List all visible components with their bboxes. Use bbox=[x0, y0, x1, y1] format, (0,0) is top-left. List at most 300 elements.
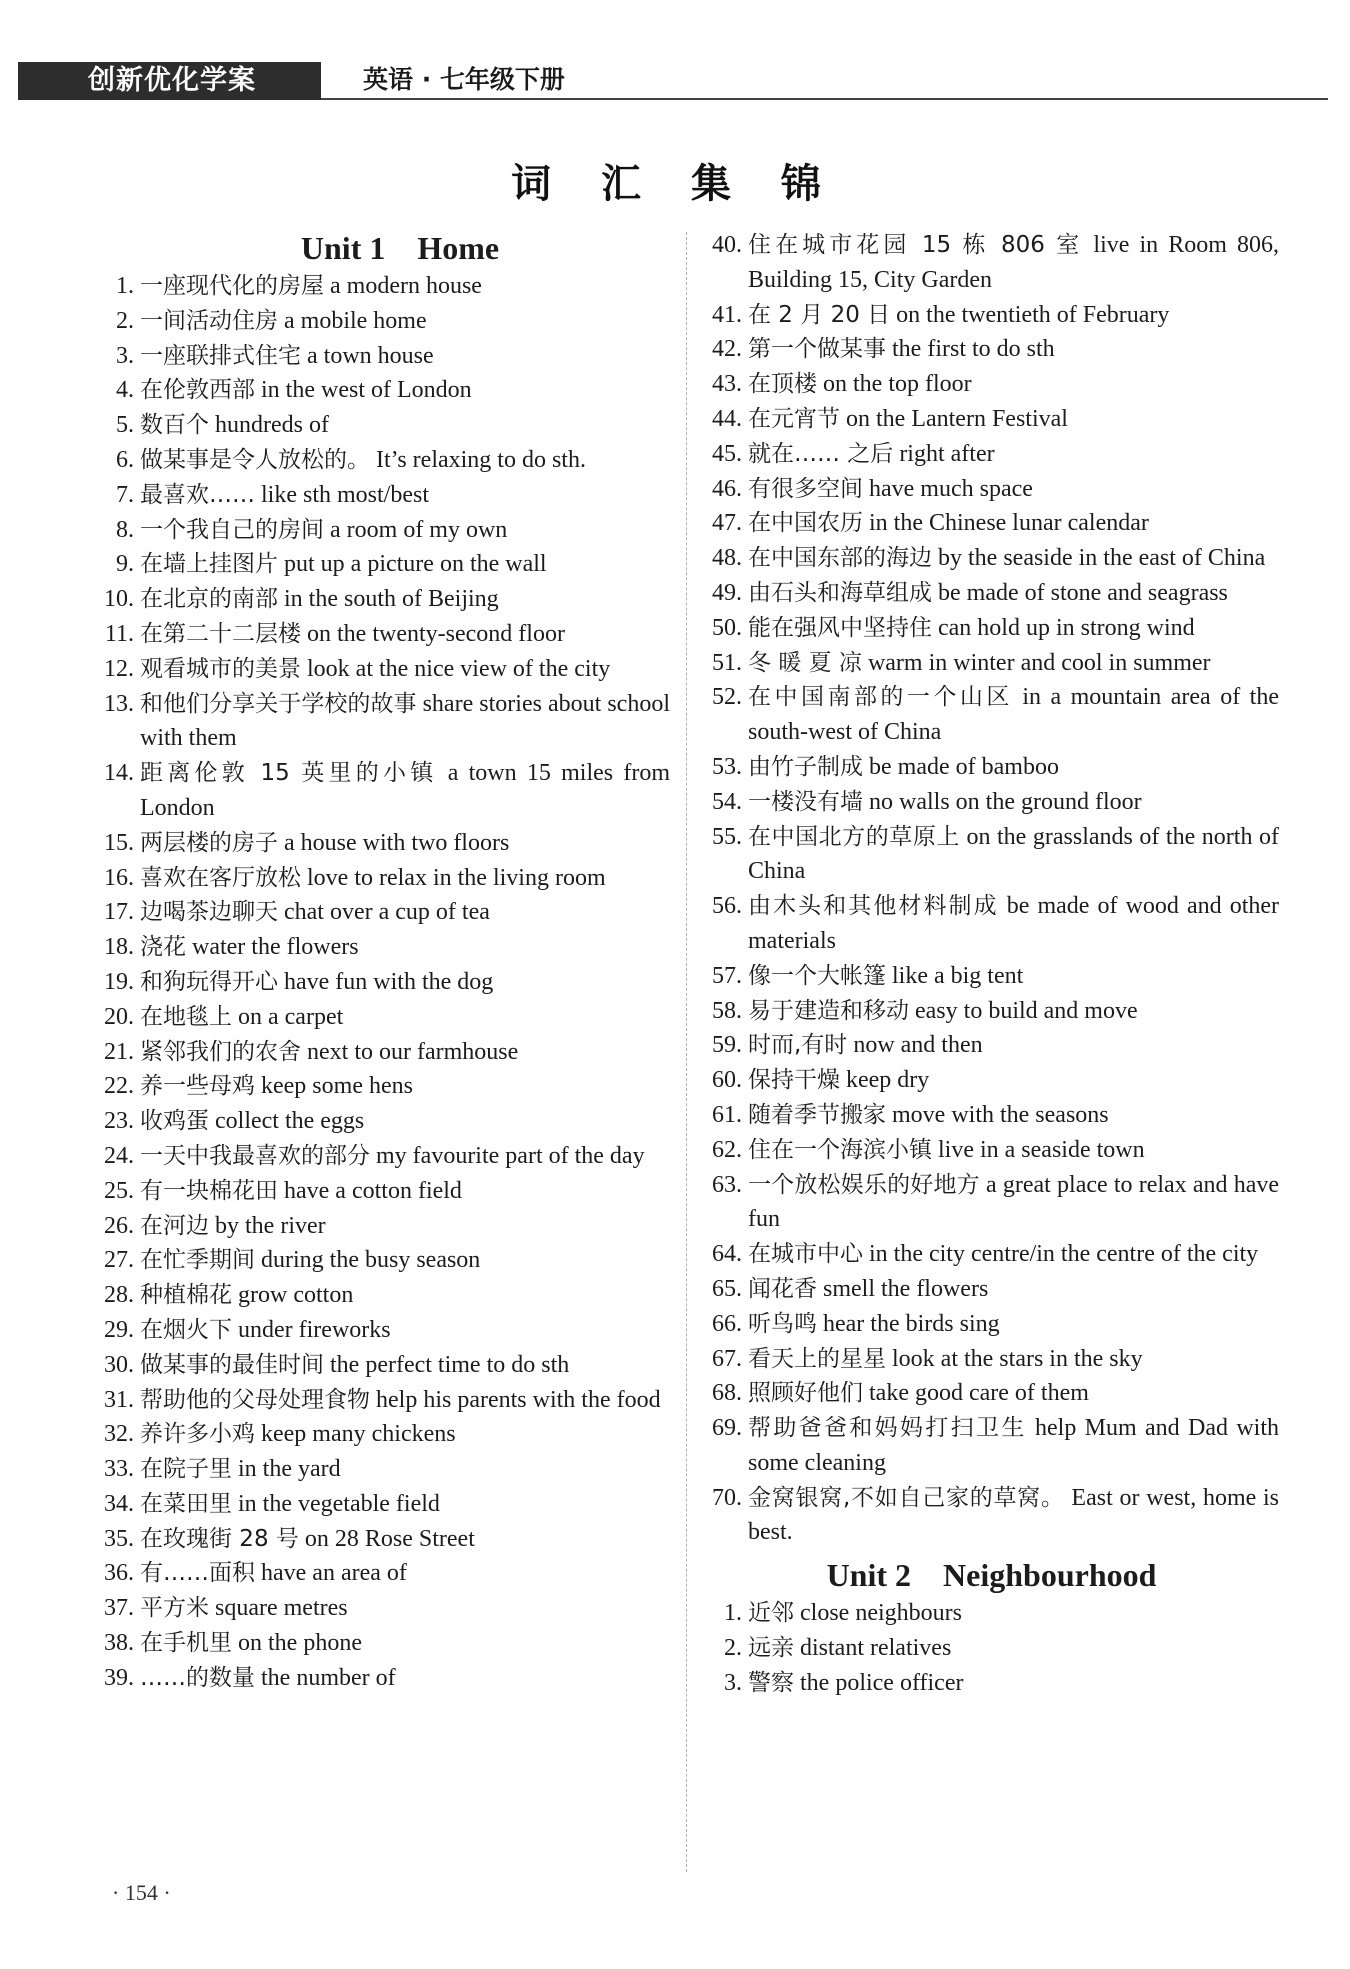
entry-text bbox=[748, 1133, 1279, 1168]
vocab-entry bbox=[100, 617, 670, 652]
entry-text bbox=[140, 687, 670, 757]
vocab-entry bbox=[704, 1098, 1279, 1133]
vocab-entry bbox=[704, 1133, 1279, 1168]
entry-chinese: 和他们分享关于学校的故事 bbox=[140, 690, 417, 717]
entry-number: 5. bbox=[116, 412, 134, 439]
entry-number: 31. bbox=[104, 1386, 134, 1413]
entry-chinese: 在元宵节 bbox=[748, 405, 840, 432]
entry-text bbox=[748, 611, 1279, 646]
entry-number: 36. bbox=[104, 1560, 134, 1587]
entry-text bbox=[140, 1487, 670, 1522]
entry-text bbox=[140, 582, 670, 617]
entry-number: 52. bbox=[712, 684, 742, 711]
entry-text bbox=[140, 1139, 670, 1174]
vocab-entry bbox=[100, 826, 670, 861]
left-column bbox=[100, 228, 670, 1696]
vocab-entry bbox=[704, 367, 1279, 402]
vocab-entry bbox=[100, 513, 670, 548]
entry-number: 48. bbox=[712, 545, 742, 572]
entry-text bbox=[748, 750, 1279, 785]
running-header bbox=[18, 62, 1328, 104]
entry-text bbox=[748, 576, 1279, 611]
entry-number: 39. bbox=[104, 1664, 134, 1691]
entry-english: a room of my own bbox=[330, 516, 508, 543]
entry-english: chat over a cup of tea bbox=[284, 899, 490, 926]
vocab-entry bbox=[704, 541, 1279, 576]
vocab-entry bbox=[704, 1631, 1279, 1666]
vocab-entry bbox=[100, 1000, 670, 1035]
entry-text bbox=[748, 1411, 1279, 1481]
entry-english: the first to do sth bbox=[892, 336, 1055, 363]
entry-number: 59. bbox=[712, 1032, 742, 1059]
entry-text bbox=[140, 861, 670, 896]
entry-text bbox=[140, 1313, 670, 1348]
entry-english: have a cotton field bbox=[284, 1177, 462, 1204]
entry-text bbox=[748, 1342, 1279, 1377]
vocab-entry bbox=[704, 1376, 1279, 1411]
entry-english: in the south of Beijing bbox=[284, 586, 499, 613]
entry-english: be made of wood and other materials bbox=[748, 893, 1280, 954]
entry-english: have much space bbox=[869, 475, 1033, 502]
entry-english: next to our farmhouse bbox=[307, 1038, 519, 1065]
entry-number: 62. bbox=[712, 1136, 742, 1163]
vocab-entry bbox=[704, 1342, 1279, 1377]
entry-english: grow cotton bbox=[238, 1282, 354, 1309]
entry-number: 38. bbox=[104, 1630, 134, 1657]
entry-text bbox=[748, 889, 1279, 959]
entry-number: 8. bbox=[116, 516, 134, 543]
entry-text bbox=[140, 1452, 670, 1487]
vocab-entry bbox=[704, 785, 1279, 820]
entry-english: on the Lantern Festival bbox=[846, 405, 1068, 432]
entry-english: hundreds of bbox=[215, 412, 329, 439]
entry-text bbox=[140, 756, 670, 826]
vocab-entry bbox=[100, 339, 670, 374]
entry-chinese: 紧邻我们的农舍 bbox=[140, 1038, 301, 1065]
entry-chinese: 一个我自己的房间 bbox=[140, 516, 324, 543]
entry-number: 41. bbox=[712, 301, 742, 328]
entry-chinese: 时而,有时 bbox=[748, 1032, 848, 1059]
entry-chinese: 随着季节搬家 bbox=[748, 1101, 886, 1128]
entry-english: live in a seaside town bbox=[938, 1136, 1145, 1163]
entry-number: 28. bbox=[104, 1282, 134, 1309]
entry-english: It’s relaxing to do sth. bbox=[376, 446, 586, 473]
entry-number: 1. bbox=[724, 1600, 742, 1627]
entry-english: under fireworks bbox=[238, 1316, 391, 1343]
entry-english: in a mountain area of the south-west of China bbox=[748, 684, 1279, 746]
entry-chinese: 一间活动住房 bbox=[140, 307, 278, 334]
entry-english: be made of bamboo bbox=[869, 753, 1059, 780]
entry-number: 16. bbox=[104, 864, 134, 891]
entry-text bbox=[748, 1237, 1279, 1272]
entry-chinese: 由竹子制成 bbox=[748, 753, 863, 780]
entry-number: 65. bbox=[712, 1275, 742, 1302]
vocab-entry bbox=[100, 1278, 670, 1313]
entry-chinese: 两层楼的房子 bbox=[140, 829, 278, 856]
entry-english: hear the birds sing bbox=[823, 1310, 1000, 1337]
entry-chinese: 金窝银窝,不如自己家的草窝。 bbox=[748, 1484, 1065, 1511]
entry-number: 55. bbox=[712, 823, 742, 850]
entry-chinese: 有很多空间 bbox=[748, 475, 863, 502]
entry-english: keep some hens bbox=[261, 1073, 413, 1100]
vocab-entry bbox=[704, 646, 1279, 681]
vocab-entry bbox=[704, 1666, 1279, 1701]
entry-english: share stories about school with them bbox=[140, 690, 671, 752]
vocab-entry bbox=[100, 930, 670, 965]
entry-english: the perfect time to do sth bbox=[330, 1351, 570, 1378]
entry-text bbox=[140, 443, 670, 478]
vocab-entry bbox=[100, 1313, 670, 1348]
vocab-entry bbox=[704, 402, 1279, 437]
vocab-entry bbox=[100, 1591, 670, 1626]
entry-text bbox=[748, 1307, 1279, 1342]
entry-text bbox=[748, 472, 1279, 507]
vocab-entry bbox=[704, 1307, 1279, 1342]
entry-english: move with the seasons bbox=[892, 1101, 1109, 1128]
vocab-entry bbox=[704, 611, 1279, 646]
entry-english: distant relatives bbox=[800, 1635, 952, 1662]
entry-number: 3. bbox=[116, 342, 134, 369]
entry-text bbox=[140, 1556, 670, 1591]
entry-text bbox=[140, 617, 670, 652]
entry-chinese: 收鸡蛋 bbox=[140, 1108, 209, 1135]
entry-chinese: 做某事的最佳时间 bbox=[140, 1351, 324, 1378]
entry-number: 2. bbox=[724, 1635, 742, 1662]
vocab-entry bbox=[704, 1411, 1279, 1481]
entry-number: 57. bbox=[712, 962, 742, 989]
entry-text bbox=[140, 478, 670, 513]
entry-chinese: 在第二十二层楼 bbox=[140, 620, 301, 647]
vocab-entry bbox=[100, 1348, 670, 1383]
entry-text bbox=[140, 965, 670, 1000]
entry-chinese: 一座现代化的房屋 bbox=[140, 273, 324, 299]
unit-1-list-left bbox=[100, 269, 670, 1696]
entry-english: keep dry bbox=[846, 1067, 930, 1094]
entry-english: on a carpet bbox=[238, 1003, 344, 1030]
entry-chinese: 近邻 bbox=[748, 1600, 794, 1627]
vocab-entry bbox=[100, 408, 670, 443]
entry-text bbox=[748, 959, 1279, 994]
header-rule bbox=[321, 98, 1328, 100]
entry-text bbox=[748, 1376, 1279, 1411]
entry-chinese: 帮助爸爸和妈妈打扫卫生 bbox=[748, 1415, 1027, 1442]
entry-number: 30. bbox=[104, 1351, 134, 1378]
vocab-entry bbox=[704, 228, 1279, 298]
entry-english: close neighbours bbox=[800, 1600, 962, 1627]
entry-text bbox=[140, 1383, 670, 1418]
entry-text bbox=[140, 547, 670, 582]
vocab-entry bbox=[100, 269, 670, 304]
entry-chinese: 远亲 bbox=[748, 1635, 794, 1662]
vocab-entry bbox=[100, 1104, 670, 1139]
entry-chinese: 就在…… 之后 bbox=[748, 440, 894, 467]
entry-text bbox=[748, 437, 1279, 472]
entry-text bbox=[140, 1626, 670, 1661]
entry-chinese: 能在强风中坚持住 bbox=[748, 614, 932, 641]
entry-text bbox=[140, 513, 670, 548]
entry-english: a house with two floors bbox=[284, 829, 510, 856]
unit-1-list-right bbox=[704, 228, 1279, 1550]
entry-number: 50. bbox=[712, 614, 742, 641]
vocab-entry bbox=[100, 1209, 670, 1244]
entry-number: 11. bbox=[104, 620, 134, 647]
vocab-entry bbox=[704, 889, 1279, 959]
entry-english: in the yard bbox=[238, 1456, 341, 1483]
entry-english: be made of stone and seagrass bbox=[938, 579, 1228, 606]
entry-english: collect the eggs bbox=[215, 1108, 365, 1135]
entry-number: 66. bbox=[712, 1310, 742, 1337]
entry-number: 24. bbox=[104, 1142, 134, 1169]
entry-number: 61. bbox=[712, 1101, 742, 1128]
entry-text bbox=[748, 646, 1279, 681]
vocab-entry bbox=[704, 1063, 1279, 1098]
entry-text bbox=[140, 1661, 670, 1696]
entry-chinese: 冬 暖 夏 凉 bbox=[748, 649, 862, 676]
entry-chinese: 种植棉花 bbox=[140, 1282, 232, 1309]
entry-number: 6. bbox=[116, 446, 134, 473]
entry-english: the number of bbox=[261, 1664, 396, 1691]
entry-text bbox=[140, 1104, 670, 1139]
entry-text bbox=[140, 1278, 670, 1313]
entry-number: 69. bbox=[712, 1415, 742, 1442]
entry-chinese: 看天上的星星 bbox=[748, 1345, 886, 1372]
entry-number: 29. bbox=[104, 1316, 134, 1343]
entry-english: take good care of them bbox=[869, 1380, 1089, 1407]
entry-chinese: 在院子里 bbox=[140, 1456, 232, 1483]
vocab-entry bbox=[704, 680, 1279, 750]
entry-chinese: 有……面积 bbox=[140, 1560, 255, 1587]
entry-chinese: 闻花香 bbox=[748, 1275, 817, 1302]
entry-english: on the grasslands of the north of China bbox=[748, 823, 1279, 885]
entry-chinese: 在地毯上 bbox=[140, 1003, 232, 1030]
vocab-entry bbox=[704, 506, 1279, 541]
vocab-entry bbox=[100, 1417, 670, 1452]
entry-english: a town 15 miles from London bbox=[140, 760, 670, 821]
vocab-entry bbox=[100, 1661, 670, 1696]
page-title: 词 汇 集 锦 bbox=[511, 161, 839, 207]
entry-text bbox=[748, 680, 1279, 750]
vocab-entry bbox=[704, 1028, 1279, 1063]
entry-text bbox=[140, 826, 670, 861]
entry-chinese: 做某事是令人放松的。 bbox=[140, 446, 370, 473]
vocab-entry bbox=[100, 652, 670, 687]
unit-1-title: Unit 1 Home bbox=[300, 230, 500, 266]
entry-text bbox=[140, 1348, 670, 1383]
entry-text bbox=[140, 930, 670, 965]
entry-chinese: 在中国北方的草原上 bbox=[748, 823, 960, 850]
vocab-entry bbox=[704, 576, 1279, 611]
entry-chinese: 在玫瑰街 28 号 bbox=[140, 1525, 299, 1552]
entry-text bbox=[140, 304, 670, 339]
entry-number: 47. bbox=[712, 510, 742, 537]
entry-chinese: 在烟火下 bbox=[140, 1316, 232, 1343]
entry-english: right after bbox=[899, 440, 995, 467]
entry-chinese: 在墙上挂图片 bbox=[140, 551, 278, 578]
entry-chinese: 距离伦敦 15 英里的小镇 bbox=[140, 760, 438, 787]
entry-english: in the vegetable field bbox=[238, 1490, 440, 1517]
entry-number: 15. bbox=[104, 829, 134, 856]
entry-chinese: 一个放松娱乐的好地方 bbox=[748, 1171, 980, 1198]
vocab-entry bbox=[100, 861, 670, 896]
entry-chinese: 保持干燥 bbox=[748, 1067, 840, 1094]
entry-text bbox=[748, 298, 1279, 333]
entry-chinese: 在手机里 bbox=[140, 1630, 232, 1657]
entry-english: on the twentieth of February bbox=[896, 301, 1170, 328]
entry-number: 44. bbox=[712, 405, 742, 432]
entry-number: 56. bbox=[712, 893, 742, 920]
entry-number: 37. bbox=[104, 1595, 134, 1622]
vocab-entry bbox=[100, 1069, 670, 1104]
entry-number: 35. bbox=[104, 1525, 134, 1552]
entry-english: a mobile home bbox=[284, 307, 427, 334]
entry-text bbox=[748, 1272, 1279, 1307]
entry-english: help Mum and Dad with some cleaning bbox=[748, 1415, 1280, 1476]
entry-english: love to relax in the living room bbox=[307, 864, 606, 891]
entry-chinese: 一座联排式住宅 bbox=[140, 342, 301, 369]
vocab-entry bbox=[100, 1174, 670, 1209]
entry-text bbox=[140, 1209, 670, 1244]
entry-number: 14. bbox=[104, 760, 134, 787]
entry-english: in the Chinese lunar calendar bbox=[869, 510, 1149, 537]
entry-english: like sth most/best bbox=[261, 481, 429, 508]
entry-number: 54. bbox=[712, 788, 742, 815]
entry-text bbox=[748, 1098, 1279, 1133]
entry-text bbox=[140, 1035, 670, 1070]
vocab-entry bbox=[704, 1481, 1279, 1551]
entry-number: 68. bbox=[712, 1380, 742, 1407]
entry-english: on the top floor bbox=[823, 371, 972, 398]
entry-text bbox=[140, 408, 670, 443]
page-number: · 154 · bbox=[112, 1880, 171, 1905]
entry-number: 26. bbox=[104, 1212, 134, 1239]
vocab-entry bbox=[704, 332, 1279, 367]
entry-number: 1. bbox=[116, 273, 134, 299]
entry-text bbox=[140, 1417, 670, 1452]
entry-english: during the busy season bbox=[261, 1247, 481, 1274]
entry-text bbox=[140, 373, 670, 408]
entry-number: 21. bbox=[104, 1038, 134, 1065]
vocab-entry bbox=[100, 304, 670, 339]
vocab-entry bbox=[704, 1168, 1279, 1238]
entry-english: the police officer bbox=[800, 1669, 964, 1696]
entry-number: 10. bbox=[104, 586, 134, 613]
entry-english: live in Room 806, Building 15, City Garden bbox=[748, 232, 1279, 293]
entry-number: 20. bbox=[104, 1003, 134, 1030]
entry-number: 9. bbox=[116, 551, 134, 578]
unit-2-list bbox=[704, 1596, 1279, 1700]
entry-chinese: 和狗玩得开心 bbox=[140, 968, 278, 995]
entry-number: 46. bbox=[712, 475, 742, 502]
entry-number: 42. bbox=[712, 336, 742, 363]
vocab-entry bbox=[100, 547, 670, 582]
vocab-entry bbox=[100, 1626, 670, 1661]
entry-chinese: 在顶楼 bbox=[748, 371, 817, 398]
vocab-entry bbox=[100, 965, 670, 1000]
entry-number: 70. bbox=[712, 1484, 742, 1511]
entry-text bbox=[140, 652, 670, 687]
entry-number: 4. bbox=[116, 377, 134, 404]
entry-english: have fun with the dog bbox=[284, 968, 494, 995]
vocab-entry bbox=[704, 1237, 1279, 1272]
entry-text bbox=[140, 1069, 670, 1104]
vocab-entry bbox=[100, 1452, 670, 1487]
entry-chinese: 观看城市的美景 bbox=[140, 655, 301, 682]
entry-english: like a big tent bbox=[892, 962, 1024, 989]
entry-chinese: 养许多小鸡 bbox=[140, 1421, 255, 1448]
entry-chinese: 警察 bbox=[748, 1669, 794, 1696]
entry-chinese: 在忙季期间 bbox=[140, 1247, 255, 1274]
vocab-entry bbox=[100, 756, 670, 826]
entry-number: 43. bbox=[712, 371, 742, 398]
entry-text bbox=[748, 1481, 1279, 1551]
vocab-entry bbox=[704, 1272, 1279, 1307]
vocab-entry bbox=[704, 1596, 1279, 1631]
entry-english: easy to build and move bbox=[915, 997, 1138, 1024]
entry-english: by the seaside in the east of China bbox=[938, 545, 1266, 572]
entry-english: in the west of London bbox=[261, 377, 472, 404]
entry-text bbox=[140, 269, 670, 304]
entry-text bbox=[140, 1174, 670, 1209]
column-divider bbox=[686, 232, 687, 1872]
entry-english: now and then bbox=[853, 1032, 983, 1059]
entry-text bbox=[748, 332, 1279, 367]
book-title: 英语 · 七年级下册 bbox=[363, 65, 565, 94]
entry-chinese: 第一个做某事 bbox=[748, 336, 886, 363]
unit-2-title: Unit 2 Neighbourhood bbox=[826, 1557, 1157, 1594]
entry-english: look at the nice view of the city bbox=[307, 655, 611, 682]
entry-text bbox=[140, 339, 670, 374]
entry-chinese: 在河边 bbox=[140, 1212, 209, 1239]
entry-chinese: 在中国农历 bbox=[748, 510, 863, 537]
entry-chinese: 边喝茶边聊天 bbox=[140, 899, 278, 926]
entry-english: a town house bbox=[307, 342, 434, 369]
entry-number: 60. bbox=[712, 1067, 742, 1094]
entry-number: 17. bbox=[104, 899, 134, 926]
entry-chinese: 一楼没有墙 bbox=[748, 788, 863, 815]
entry-text bbox=[748, 785, 1279, 820]
entry-chinese: 一天中我最喜欢的部分 bbox=[140, 1142, 370, 1169]
entry-english: in the city centre/in the centre of the city bbox=[869, 1241, 1259, 1268]
entry-chinese: 最喜欢…… bbox=[140, 481, 255, 508]
entry-number: 32. bbox=[104, 1421, 134, 1448]
entry-number: 27. bbox=[104, 1247, 134, 1274]
entry-chinese: 由木头和其他材料制成 bbox=[748, 893, 999, 920]
entry-english: on the phone bbox=[238, 1630, 362, 1657]
entry-number: 64. bbox=[712, 1241, 742, 1268]
entry-english: keep many chickens bbox=[261, 1421, 456, 1448]
entry-text bbox=[748, 1028, 1279, 1063]
entry-english: on the twenty-second floor bbox=[307, 620, 565, 647]
entry-chinese: 在 2 月 20 日 bbox=[748, 301, 891, 328]
vocab-entry bbox=[100, 687, 670, 757]
entry-text bbox=[748, 994, 1279, 1029]
entry-english: have an area of bbox=[261, 1560, 407, 1587]
entry-english: smell the flowers bbox=[823, 1275, 989, 1302]
entry-number: 3. bbox=[724, 1669, 742, 1696]
entry-text bbox=[140, 1000, 670, 1035]
vocab-entry bbox=[100, 1139, 670, 1174]
entry-chinese: 照顾好他们 bbox=[748, 1380, 863, 1407]
vocab-entry bbox=[100, 478, 670, 513]
entry-number: 22. bbox=[104, 1073, 134, 1100]
entry-text bbox=[748, 1168, 1279, 1238]
entry-english: East or west, home is best. bbox=[748, 1484, 1280, 1546]
entry-text bbox=[140, 1522, 670, 1557]
entry-english: on 28 Rose Street bbox=[304, 1525, 475, 1552]
entry-text bbox=[748, 367, 1279, 402]
entry-chinese: 住在一个海滨小镇 bbox=[748, 1136, 932, 1163]
entry-text bbox=[748, 402, 1279, 437]
